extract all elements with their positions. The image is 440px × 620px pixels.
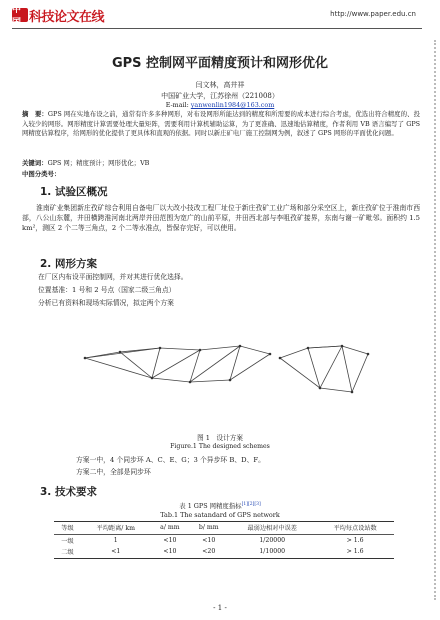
clc-line <box>22 170 420 180</box>
keywords <box>22 159 420 169</box>
table-cell: > 1.6 <box>316 546 394 558</box>
table-caption-cn <box>0 501 440 510</box>
abstract-label: 摘 要： <box>22 110 48 118</box>
paper-email-line <box>0 101 440 109</box>
table-cell: 1/10000 <box>228 546 316 558</box>
section-2-line-2: 位置基准：1 号和 2 号点（国家二级三角点） <box>38 286 176 294</box>
section-2-line-1: 在厂区内布设平面控制网，并对其进行优化选择。 <box>38 273 188 281</box>
table-cell: <10 <box>163 536 177 544</box>
table-cell: 1/20000 <box>259 536 286 544</box>
header-cell-b: b/ mm <box>189 522 228 535</box>
section-2-line-3: 分析已有资料和现场实际情况，拟定两个方案 <box>38 299 174 307</box>
keywords-text: GPS 网；精度预计；网形优化；VB <box>47 159 150 167</box>
table-row <box>54 534 394 546</box>
table-cell: 二级 <box>54 546 81 558</box>
scheme-one-line: 方案一中，4 个同步环 A、C、E、G；3 个异步环 B、D、F。 <box>76 456 265 464</box>
header-cell-weakest-edge: 最弱边相对中误差 <box>228 522 316 535</box>
network-scheme-figure <box>80 322 370 424</box>
table-cell: > 1.6 <box>346 536 364 544</box>
section-1-text: 淮南矿业集团新庄孜矿综合利用自备电厂以大改小技改工程厂址位于新庄孜矿工业广场和部分采空区上，新庄孜矿位于淮南市西部，八公山东麓，井田横跨淮河南北两岸并田范围为宽广的山前平原，井田西北部与李咀孜矿接界，东南与谢一矿毗邻。面积约 1.5 km²，测区 2 个二等三角点，2 个二等水准点，皆保存完好，可以使用。 <box>22 204 420 232</box>
table-caption-refs[interactable]: [1][2][3] <box>241 501 261 507</box>
abstract-text: GPS 网在实地布设之前，通常有许多多种网形，对布设网形所能达到的精度和所需要的成本进行综合考虑，优选出符合精度的、投入较少的网形。网形精度计算需要处理大量矩阵，需要利用计算机辅助运算，为了更准确、迅速地估算精度，作者利用 VB 语言编写了 GPS 网精度估算程序，给网形的优化提供了更具体和直观的依据。同时以新庄矿电厂施工控制网为例，叙述了 GPS 网形的平面优化问题。 <box>22 110 421 138</box>
table-cell: <10 <box>202 536 216 544</box>
table-cell: 1 <box>113 536 118 544</box>
section-2-heading: 2. 网形方案 <box>40 258 97 270</box>
header-rule <box>12 28 422 29</box>
email-label: E-mail: <box>165 101 191 109</box>
header-cell-setups: 平均每点设站数 <box>316 522 394 535</box>
email-link[interactable]: yanwenlin1984@163.com <box>190 101 275 109</box>
header-cell-distance: 平均距离/ km <box>81 522 151 535</box>
scheme-two-line: 方案二中，全部是同步环 <box>76 468 151 476</box>
header-cell-grade: 等级 <box>54 522 81 535</box>
abstract <box>22 110 420 139</box>
table-header-row <box>54 522 394 535</box>
paper-affiliation: 中国矿业大学，江苏徐州（221008） <box>161 92 279 100</box>
keywords-label: 关键词： <box>22 159 48 167</box>
scheme-two-network <box>280 346 368 392</box>
table-caption-text: 表 1 GPS 网精度指标 <box>179 502 242 510</box>
table-cell: 一级 <box>61 537 74 545</box>
table-cell: <1 <box>81 546 151 558</box>
clc-label: 中图分类号： <box>22 170 61 178</box>
page-number: - 1 - <box>213 604 227 612</box>
logo-text: 科技论文在线 <box>29 9 105 25</box>
figure-caption-cn: 图 1 设计方案 <box>197 434 243 442</box>
section-3-heading: 3. 技术要求 <box>40 486 97 498</box>
scheme-one-network <box>85 346 270 382</box>
network-points <box>84 345 370 394</box>
logo-mark: 中国 <box>12 8 28 22</box>
table-caption-en: Tab.1 The satandard of GPS network <box>160 511 280 519</box>
table-cell: <20 <box>189 546 228 558</box>
paper-authors: 闫文林，高井祥 <box>195 81 245 89</box>
site-url[interactable]: http://www.paper.edu.cn <box>330 10 416 18</box>
section-1-heading: 1. 试验区概况 <box>40 186 108 198</box>
table-row <box>54 546 394 558</box>
table-cell: <10 <box>151 546 190 558</box>
figure-caption-en: Figure.1 The designed schemes <box>170 443 270 450</box>
site-logo[interactable] <box>12 5 105 28</box>
header-cell-a: a/ mm <box>151 522 190 535</box>
paper-title: GPS 控制网平面精度预计和网形优化 <box>111 56 329 71</box>
gps-standard-table <box>54 521 394 559</box>
